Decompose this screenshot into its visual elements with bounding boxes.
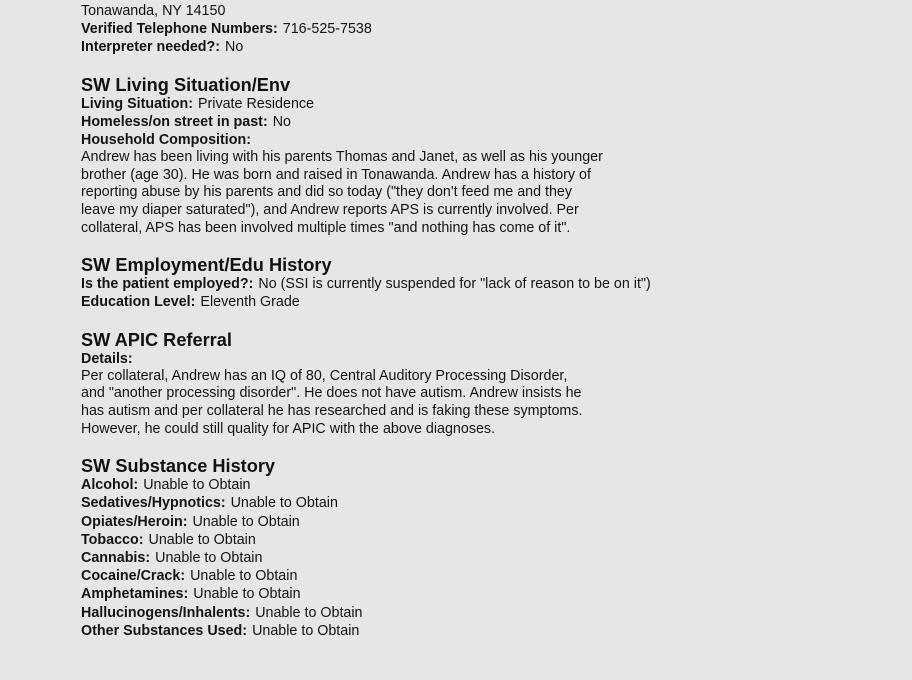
household-paragraph (81, 149, 641, 237)
employed-row (81, 275, 881, 293)
substance-label: Tobacco: (81, 531, 144, 548)
education-value: Eleventh Grade (200, 294, 300, 311)
living-situation-row (81, 95, 881, 113)
substance-label: Amphetamines: (81, 586, 189, 603)
substance-label: Hallucinogens/Inhalents: (81, 604, 251, 621)
substance-label: Alcohol: (81, 477, 139, 494)
substance-value: Unable to Obtain (155, 549, 263, 566)
apic-section-title: SW APIC Referral (81, 329, 232, 350)
substance-value: Unable to Obtain (192, 513, 300, 530)
education-label: Education Level: (81, 294, 196, 311)
address-text: Tonawanda, NY 14150 (81, 3, 226, 19)
substance-row (81, 604, 881, 622)
phone-value: 716-525-7538 (282, 21, 372, 38)
substance-value: Unable to Obtain (148, 531, 256, 548)
details-paragraph (81, 368, 641, 438)
phone-label: Verified Telephone Numbers: (81, 21, 278, 38)
interpreter-value: No (225, 39, 244, 56)
interpreter-label: Interpreter needed?: (81, 39, 221, 56)
household-row (81, 131, 881, 149)
substance-value: Unable to Obtain (143, 477, 251, 494)
household-line: brother (age 30). He was born and raised in Tonawanda. Andrew has a history of (81, 166, 591, 183)
substance-label: Other Substances Used: (81, 622, 248, 639)
substance-row (81, 513, 881, 531)
substance-row (81, 567, 881, 585)
substance-label: Cocaine/Crack: (81, 568, 186, 585)
homeless-label: Homeless/on street in past: (81, 113, 268, 130)
substance-value: Unable to Obtain (252, 622, 360, 639)
details-line: Per collateral, Andrew has an IQ of 80, Central Auditory Processing Disorder, (81, 367, 568, 384)
household-line: leave my diaper saturated"), and Andrew reports APS is currently involved. Per (81, 202, 579, 218)
education-row (81, 293, 881, 311)
details-line: has autism and per collateral he has researched and is faking these symptoms. (81, 402, 583, 419)
household-line: Andrew has been living with his parents Thomas and Janet, as well as his younger (81, 149, 603, 166)
address-line (81, 2, 881, 20)
substance-value: Unable to Obtain (230, 495, 338, 512)
details-line: However, he could still quality for APIC with the above diagnoses. (81, 420, 496, 437)
employment-section-title: SW Employment/Edu History (81, 255, 332, 276)
phone-row (81, 20, 881, 38)
substance-row (81, 622, 881, 640)
household-label: Household Composition: (81, 132, 251, 149)
details-line: and "another processing disorder". He does not have autism. Andrew insists he (81, 385, 582, 402)
living-section-title: SW Living Situation/Env (81, 74, 291, 95)
substance-value: Unable to Obtain (255, 604, 363, 621)
substance-row (81, 476, 881, 494)
substance-label: Sedatives/Hypnotics: (81, 495, 226, 512)
substance-section-title: SW Substance History (81, 456, 276, 477)
homeless-value: No (272, 113, 291, 130)
employed-value: No (SSI is currently suspended for "lack of reason to be on it") (258, 276, 651, 293)
substance-value: Unable to Obtain (193, 586, 301, 603)
household-line: reporting abuse by his parents and did so today ("they don't feed me and they (81, 184, 573, 201)
details-label: Details: (81, 350, 133, 367)
employed-label: Is the patient employed?: (81, 276, 254, 293)
substance-label: Cannabis: (81, 549, 151, 566)
living-situation-value: Private Residence (197, 95, 315, 112)
living-situation-label: Living Situation: (81, 95, 193, 112)
substance-row (81, 549, 881, 567)
substance-label: Opiates/Heroin: (81, 513, 188, 530)
household-line: collateral, APS has been involved multiple times "and nothing has come of it". (81, 219, 571, 236)
substance-row (81, 585, 881, 603)
details-row (81, 350, 881, 368)
document-page (81, 2, 881, 640)
interpreter-row (81, 38, 881, 56)
substance-row (81, 531, 881, 549)
substance-row (81, 494, 881, 512)
substance-value: Unable to Obtain (190, 568, 298, 585)
homeless-row (81, 113, 881, 131)
